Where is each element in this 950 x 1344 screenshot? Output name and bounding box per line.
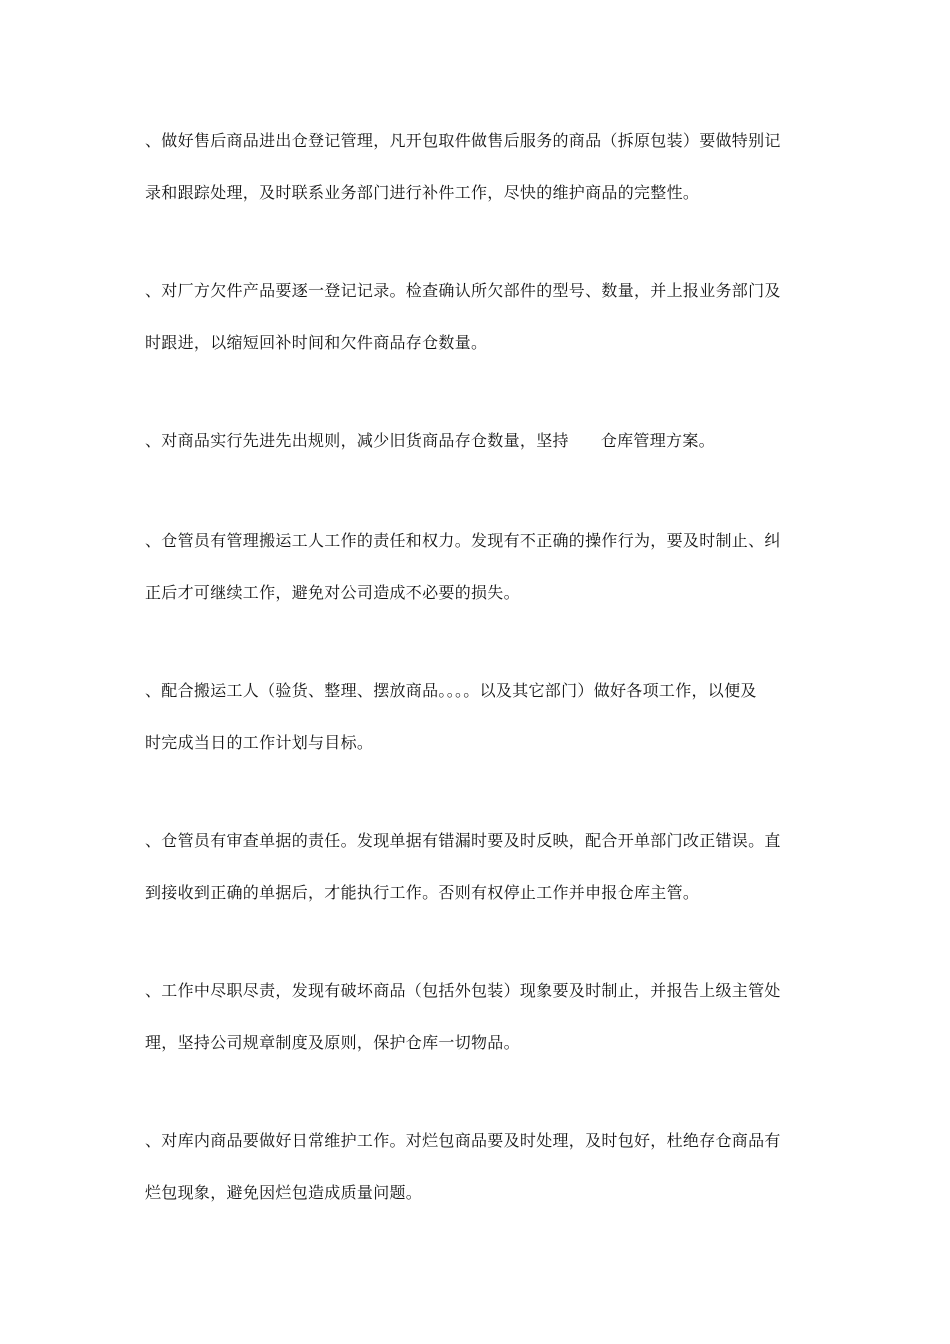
paragraph-line: 、做好售后商品进出仓登记管理，凡开包取件做售后服务的商品（拆原包装）要做特别记 [145,131,781,150]
paragraph-2 [145,265,811,369]
paragraph-8 [145,1115,811,1219]
paragraph-line: 、工作中尽职尽责，发现有破坏商品（包括外包装）现象要及时制止，并报告上级主管处 [145,981,781,1000]
paragraph-line: 时完成当日的工作计划与目标。 [145,733,374,752]
paragraph-5 [145,665,811,769]
paragraph-line: 理，坚持公司规章制度及原则，保护仓库一切物品。 [145,1033,520,1052]
paragraph-7 [145,965,811,1069]
paragraph-line: 、仓管员有管理搬运工人工作的责任和权力。发现有不正确的操作行为，要及时制止、纠 [145,531,781,550]
paragraph-line: 、对厂方欠件产品要逐一登记记录。检查确认所欠部件的型号、数量，并上报业务部门及 [145,281,781,300]
paragraph-line: 、对库内商品要做好日常维护工作。对烂包商品要及时处理，及时包好，杜绝存仓商品有 [145,1131,781,1150]
paragraph-line: 正后才可继续工作，避免对公司造成不必要的损失。 [145,583,520,602]
paragraph-line: 录和跟踪处理，及时联系业务部门进行补件工作，尽快的维护商品的完整性。 [145,183,700,202]
paragraph-line [145,415,811,467]
paragraph-1 [145,115,811,219]
paragraph-3 [145,415,811,467]
paragraph-line: 到接收到正确的单据后，才能执行工作。否则有权停止工作并申报仓库主管。 [145,883,700,902]
paragraph-6 [145,815,811,919]
paragraph-line: 烂包现象，避免因烂包造成质量问题。 [145,1183,423,1202]
paragraph-line-part: 仓库管理方案。 [600,431,715,450]
paragraph-line: 、仓管员有审查单据的责任。发现单据有错漏时要及时反映，配合开单部门改正错误。直 [145,831,781,850]
paragraph-line: 、配合搬运工人（验货、整理、摆放商品。。。。以及其它部门）做好各项工作，以便及 [145,681,757,700]
paragraph-line: 时跟进，以缩短回补时间和欠件商品存仓数量。 [145,333,488,352]
paragraph-4 [145,515,811,619]
paragraph-line-part: 、对商品实行先进先出规则，减少旧货商品存仓数量，坚持 [145,431,569,450]
